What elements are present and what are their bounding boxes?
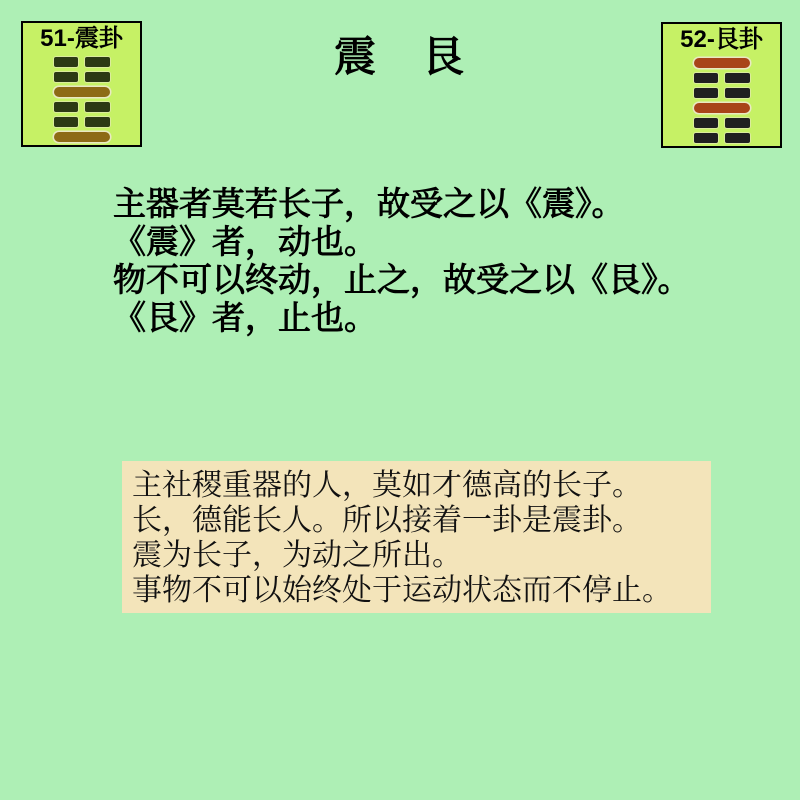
commentary-line: 主社稷重器的人，莫如才德高的长子。 [132, 469, 642, 502]
hexagram-line-yin [694, 73, 750, 83]
hexagram-line-yang [694, 103, 750, 113]
classic-text-line: 物不可以终动，止之，故受之以《艮》。 [113, 261, 691, 298]
hexagram-line-yin [694, 118, 750, 128]
hexagram-line-yin [54, 102, 110, 112]
hexagram-52-label: 52-艮卦 [680, 26, 763, 53]
hexagram-line-yin [54, 117, 110, 127]
hexagram-line-yang [54, 87, 110, 97]
hexagram-line-yang [54, 132, 110, 142]
hexagram-51-label: 51-震卦 [40, 25, 123, 52]
hexagram-line-yin [694, 133, 750, 143]
commentary-box [122, 461, 711, 613]
classic-text-line: 《震》者，动也。 [113, 223, 377, 260]
page-title: 震 艮 [333, 35, 466, 81]
hexagram-line-yin [694, 88, 750, 98]
classic-text-line: 《艮》者，止也。 [113, 299, 377, 336]
hexagram-card-52 [661, 22, 782, 148]
commentary-line: 长，德能长人。所以接着一卦是震卦。 [132, 504, 642, 537]
hexagram-52-figure [694, 58, 750, 143]
commentary-line: 震为长子，为动之所出。 [132, 539, 462, 572]
classic-text-line: 主器者莫若长子，故受之以《震》。 [113, 185, 625, 222]
hexagram-line-yang [694, 58, 750, 68]
classic-text-block [113, 185, 691, 337]
commentary-line: 事物不可以始终处于运动状态而不停止。 [132, 574, 672, 607]
